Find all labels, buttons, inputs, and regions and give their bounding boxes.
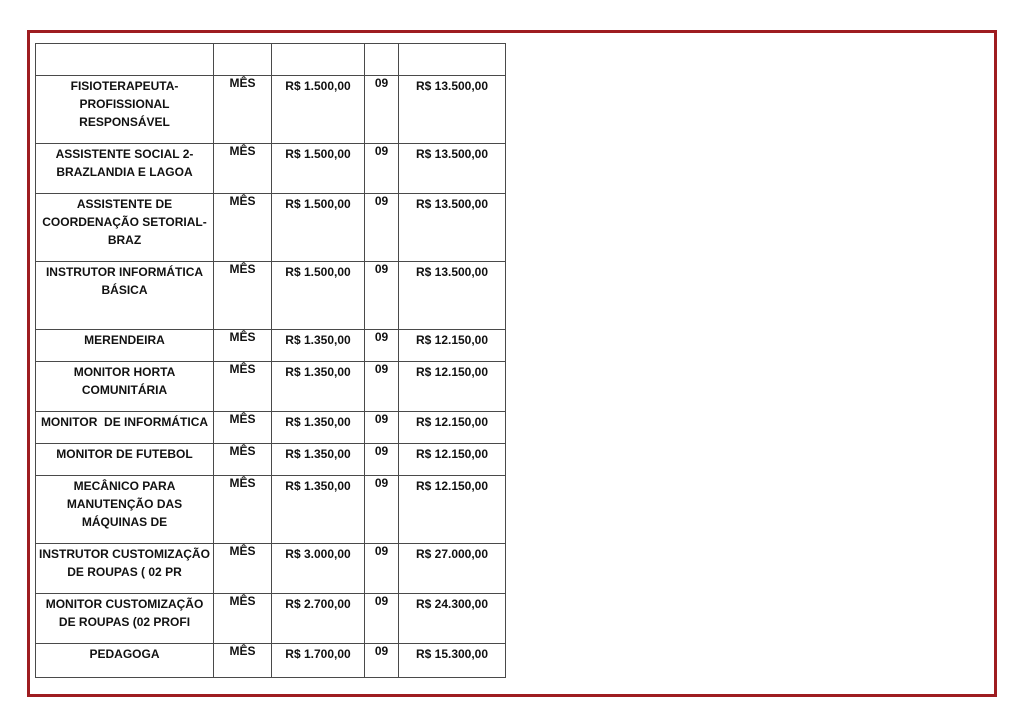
table-row (36, 412, 506, 444)
valor-unitario-cell: R$ 1.500,00 (272, 194, 365, 262)
meses-cell (365, 644, 399, 678)
unidade-cell (214, 362, 272, 412)
meses-cell (365, 444, 399, 476)
table-row (36, 476, 506, 544)
meses-text: 09 (374, 444, 389, 458)
meses-cell (365, 194, 399, 262)
cargo-cell (36, 544, 214, 594)
meses-text: 09 (374, 262, 389, 276)
header-cell (399, 44, 506, 76)
table-row (36, 76, 506, 144)
cargo-line: MONITOR DE INFORMÁTICA (40, 415, 209, 429)
table-row (36, 544, 506, 594)
cargo-line: RESPONSÁVEL (79, 115, 170, 129)
cargo-cell (36, 330, 214, 362)
unidade-text: MÊS (229, 330, 256, 344)
cargo-line: DE ROUPAS (02 PROFI (58, 615, 191, 629)
unidade-cell (214, 412, 272, 444)
meses-text: 09 (374, 412, 389, 426)
valor-total-cell: R$ 12.150,00 (399, 362, 506, 412)
meses-text: 09 (374, 594, 389, 608)
meses-cell (365, 76, 399, 144)
valor-unitario-cell: R$ 1.350,00 (272, 476, 365, 544)
valor-unitario-cell: R$ 1.350,00 (272, 444, 365, 476)
meses-cell (365, 544, 399, 594)
table-header-row (36, 44, 506, 76)
cargo-line: MONITOR CUSTOMIZAÇÃO (45, 597, 204, 611)
cargo-cell (36, 476, 214, 544)
table-row (36, 644, 506, 678)
valor-unitario-cell: R$ 1.350,00 (272, 330, 365, 362)
unidade-text: MÊS (229, 412, 256, 426)
cargo-line: COORDENAÇÃO SETORIAL- (42, 215, 207, 229)
meses-cell (365, 330, 399, 362)
cargo-cell (36, 594, 214, 644)
cargo-line: PROFISSIONAL (79, 97, 170, 111)
cargo-line: FISIOTERAPEUTA- (70, 79, 179, 93)
meses-text: 09 (374, 476, 389, 490)
unidade-cell (214, 144, 272, 194)
table-row (36, 262, 506, 330)
cargo-line: MECÂNICO PARA (73, 479, 176, 493)
cargo-cell (36, 444, 214, 476)
unidade-text: MÊS (229, 644, 256, 658)
meses-cell (365, 262, 399, 330)
unidade-text: MÊS (229, 262, 256, 276)
meses-text: 09 (374, 194, 389, 208)
cargo-line: ASSISTENTE SOCIAL 2- (55, 147, 194, 161)
cargo-line: COMUNITÁRIA (81, 383, 168, 397)
valor-total-cell: R$ 13.500,00 (399, 144, 506, 194)
header-cell (214, 44, 272, 76)
valor-total-cell: R$ 27.000,00 (399, 544, 506, 594)
table-row (36, 330, 506, 362)
unidade-cell (214, 476, 272, 544)
valor-unitario-cell: R$ 1.500,00 (272, 262, 365, 330)
valor-total-cell: R$ 24.300,00 (399, 594, 506, 644)
cargo-line: DE ROUPAS ( 02 PR (67, 565, 182, 579)
cargo-cell (36, 362, 214, 412)
cargo-line: MÁQUINAS DE (81, 515, 168, 529)
meses-text: 09 (374, 76, 389, 90)
meses-cell (365, 476, 399, 544)
valor-total-cell: R$ 13.500,00 (399, 76, 506, 144)
header-cell (365, 44, 399, 76)
meses-text: 09 (374, 144, 389, 158)
cargo-line: BÁSICA (101, 283, 148, 297)
unidade-cell (214, 76, 272, 144)
unidade-cell (214, 644, 272, 678)
cargo-cell (36, 412, 214, 444)
cargo-cell (36, 644, 214, 678)
header-cell (36, 44, 214, 76)
cargo-cell (36, 194, 214, 262)
valor-unitario-cell: R$ 1.500,00 (272, 76, 365, 144)
table-row (36, 594, 506, 644)
table-row (36, 362, 506, 412)
valor-total-cell: R$ 12.150,00 (399, 444, 506, 476)
unidade-cell (214, 444, 272, 476)
unidade-cell (214, 330, 272, 362)
unidade-text: MÊS (229, 76, 256, 90)
valor-total-cell: R$ 13.500,00 (399, 262, 506, 330)
cost-table (35, 43, 506, 678)
meses-text: 09 (374, 330, 389, 344)
unidade-text: MÊS (229, 476, 256, 490)
unidade-text: MÊS (229, 362, 256, 376)
cargo-line: PEDAGOGA (89, 647, 160, 661)
valor-unitario-cell: R$ 1.350,00 (272, 362, 365, 412)
meses-cell (365, 144, 399, 194)
valor-total-cell: R$ 15.300,00 (399, 644, 506, 678)
cargo-line: MERENDEIRA (84, 333, 165, 347)
unidade-text: MÊS (229, 594, 256, 608)
meses-text: 09 (374, 544, 389, 558)
valor-unitario-cell: R$ 2.700,00 (272, 594, 365, 644)
unidade-cell (214, 544, 272, 594)
unidade-text: MÊS (229, 194, 256, 208)
unidade-text: MÊS (229, 144, 256, 158)
cargo-line: INSTRUTOR CUSTOMIZAÇÃO (39, 547, 210, 561)
unidade-text: MÊS (229, 444, 256, 458)
valor-total-cell: R$ 12.150,00 (399, 476, 506, 544)
meses-cell (365, 412, 399, 444)
cargo-line: INSTRUTOR INFORMÁTICA (45, 265, 204, 279)
header-cell (272, 44, 365, 76)
meses-text: 09 (374, 644, 389, 658)
valor-unitario-cell: R$ 1.700,00 (272, 644, 365, 678)
unidade-cell (214, 594, 272, 644)
cargo-line: MANUTENÇÃO DAS (66, 497, 183, 511)
cargo-cell (36, 262, 214, 330)
table-row (36, 444, 506, 476)
cargo-cell (36, 144, 214, 194)
valor-total-cell: R$ 13.500,00 (399, 194, 506, 262)
unidade-cell (214, 262, 272, 330)
cargo-line: MONITOR DE FUTEBOL (56, 447, 193, 461)
valor-unitario-cell: R$ 1.500,00 (272, 144, 365, 194)
cargo-line: BRAZLANDIA E LAGOA (56, 165, 193, 179)
valor-unitario-cell: R$ 3.000,00 (272, 544, 365, 594)
valor-total-cell: R$ 12.150,00 (399, 412, 506, 444)
valor-total-cell: R$ 12.150,00 (399, 330, 506, 362)
cargo-line: MONITOR HORTA (73, 365, 176, 379)
cargo-line: ASSISTENTE DE (76, 197, 173, 211)
meses-cell (365, 594, 399, 644)
valor-unitario-cell: R$ 1.350,00 (272, 412, 365, 444)
table-row (36, 194, 506, 262)
meses-text: 09 (374, 362, 389, 376)
cargo-line: BRAZ (107, 233, 142, 247)
meses-cell (365, 362, 399, 412)
unidade-cell (214, 194, 272, 262)
table-row (36, 144, 506, 194)
unidade-text: MÊS (229, 544, 256, 558)
cargo-cell (36, 76, 214, 144)
